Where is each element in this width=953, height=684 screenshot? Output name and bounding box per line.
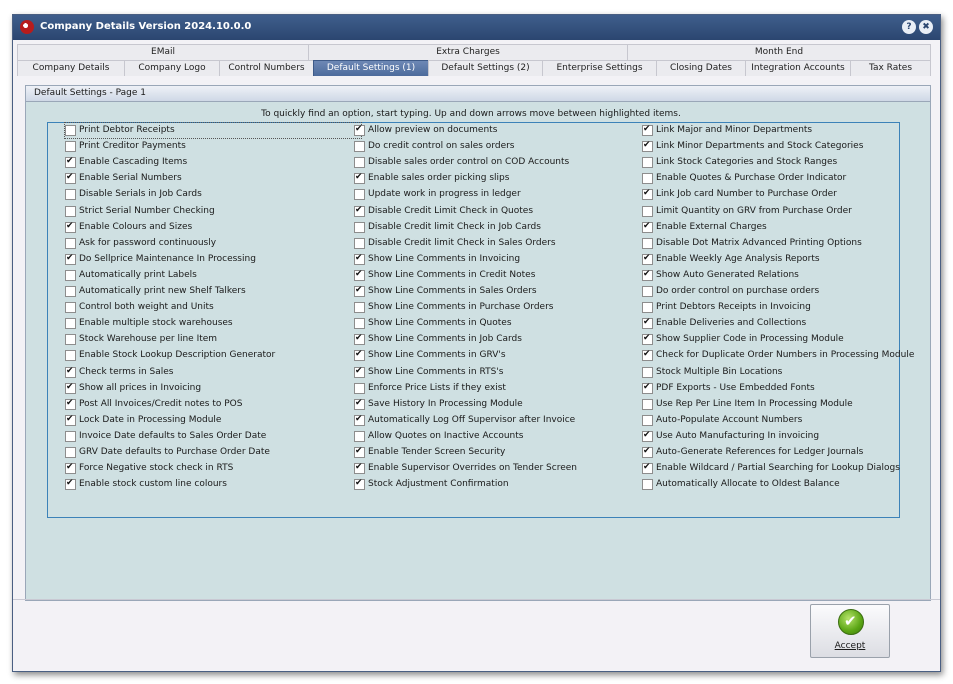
option-automatically-log-off-supervisor-after-invoice[interactable] xyxy=(354,413,650,428)
help-icon[interactable]: ? xyxy=(902,20,916,34)
option-disable-sales-order-control-on-cod-accounts[interactable] xyxy=(354,155,650,170)
option-label: Enable stock custom line colours xyxy=(79,479,227,490)
checkbox[interactable] xyxy=(65,415,76,426)
option-enable-quotes-purchase-order-indicator[interactable] xyxy=(642,171,938,186)
checkbox[interactable] xyxy=(65,238,76,249)
checkbox[interactable] xyxy=(642,447,653,458)
option-lock-date-in-processing-module[interactable] xyxy=(65,413,361,428)
tab-enterprise-settings[interactable]: Enterprise Settings xyxy=(542,60,657,76)
option-label: Force Negative stock check in RTS xyxy=(79,463,234,474)
checkbox[interactable] xyxy=(642,125,653,136)
option-automatically-print-new-shelf-talkers[interactable] xyxy=(65,284,361,299)
tab-default-settings-1[interactable]: Default Settings (1) xyxy=(313,60,429,76)
panel-header xyxy=(26,86,930,102)
options-list xyxy=(47,122,915,518)
option-check-terms-in-sales[interactable] xyxy=(65,365,361,380)
tab-extra-charges[interactable]: Extra Charges xyxy=(308,44,628,60)
tab-email[interactable]: EMail xyxy=(17,44,309,60)
checkbox[interactable] xyxy=(354,222,365,233)
checkbox[interactable] xyxy=(642,302,653,313)
option-limit-quantity-on-grv-from-purchase-order[interactable] xyxy=(642,204,938,219)
checkbox[interactable] xyxy=(65,431,76,442)
title-bar[interactable] xyxy=(13,15,940,40)
tab-row-front xyxy=(17,60,930,76)
tab-control-numbers[interactable]: Control Numbers xyxy=(219,60,314,76)
option-disable-credit-limit-check-in-job-cards[interactable] xyxy=(354,220,650,235)
option-label: Do credit control on sales orders xyxy=(368,141,515,152)
option-label: Print Debtor Receipts xyxy=(79,125,175,135)
tab-closing-dates[interactable]: Closing Dates xyxy=(656,60,746,76)
checkbox[interactable] xyxy=(354,238,365,249)
checkbox[interactable] xyxy=(354,302,365,313)
tab-month-end[interactable]: Month End xyxy=(627,44,931,60)
option-label: Enable Quotes & Purchase Order Indicator xyxy=(656,173,847,184)
option-label: GRV Date defaults to Purchase Order Date xyxy=(79,447,270,457)
checkbox[interactable] xyxy=(354,157,365,168)
checkbox[interactable] xyxy=(65,189,76,200)
option-show-line-comments-in-credit-notes[interactable] xyxy=(354,268,650,283)
option-show-supplier-code-in-processing-module[interactable] xyxy=(642,332,938,347)
option-label: Enable Tender Screen Security xyxy=(368,447,506,457)
green-checkmark-icon xyxy=(838,609,864,635)
window-title: Company Details Version 2024.10.0.0 xyxy=(40,21,252,32)
option-allow-preview-on-documents[interactable] xyxy=(354,123,650,138)
checkbox[interactable] xyxy=(642,157,653,168)
option-enable-external-charges[interactable] xyxy=(642,220,938,235)
checkbox[interactable] xyxy=(65,399,76,410)
option-print-debtor-receipts[interactable] xyxy=(65,123,361,138)
option-label: Use Rep Per Line Item In Processing Module xyxy=(656,398,853,409)
option-show-line-comments-in-job-cards[interactable] xyxy=(354,332,650,347)
option-label: Enable External Charges xyxy=(656,221,767,232)
option-label: Show Line Comments in Credit Notes xyxy=(368,269,536,280)
checkbox[interactable] xyxy=(65,350,76,361)
option-label: Enable Wildcard / Partial Searching for Lookup Dialogs xyxy=(656,463,900,474)
option-control-both-weight-and-units[interactable] xyxy=(65,300,361,315)
option-strict-serial-number-checking[interactable] xyxy=(65,204,361,219)
option-check-for-duplicate-order-numbers-in-processing-module[interactable] xyxy=(642,348,938,363)
checkbox[interactable] xyxy=(642,286,653,297)
option-label: Show Line Comments in Sales Orders xyxy=(368,286,537,296)
checkbox[interactable] xyxy=(354,447,365,458)
option-enable-tender-screen-security[interactable] xyxy=(354,445,650,460)
option-label: Enable Deliveries and Collections xyxy=(656,318,807,329)
checkbox[interactable] xyxy=(354,173,365,184)
option-label: Save History In Processing Module xyxy=(368,398,523,409)
option-enable-colours-and-sizes[interactable] xyxy=(65,220,361,235)
option-show-line-comments-in-rts-s[interactable] xyxy=(354,365,650,380)
option-enable-multiple-stock-warehouses[interactable] xyxy=(65,316,361,331)
option-label: Automatically print new Shelf Talkers xyxy=(79,286,246,296)
checkbox[interactable] xyxy=(65,318,76,329)
option-automatically-allocate-to-oldest-balance[interactable] xyxy=(642,477,938,492)
option-label: Enable multiple stock warehouses xyxy=(79,318,233,329)
option-enable-cascading-items[interactable] xyxy=(65,155,361,170)
option-label: Disable Dot Matrix Advanced Printing Options xyxy=(656,237,862,248)
option-label: Print Debtors Receipts in Invoicing xyxy=(656,302,811,313)
option-enforce-price-lists-if-they-exist[interactable] xyxy=(354,381,650,396)
checkbox[interactable] xyxy=(65,270,76,281)
option-disable-dot-matrix-advanced-printing-options[interactable] xyxy=(642,236,938,251)
option-show-auto-generated-relations[interactable] xyxy=(642,268,938,283)
option-label: Enable Cascading Items xyxy=(79,157,188,168)
checkbox[interactable] xyxy=(642,189,653,200)
checkbox[interactable] xyxy=(354,383,365,394)
checkbox[interactable] xyxy=(65,173,76,184)
checkbox[interactable] xyxy=(354,189,365,200)
checkbox[interactable] xyxy=(354,254,365,265)
checkbox[interactable] xyxy=(642,367,653,378)
option-label: Update work in progress in ledger xyxy=(368,189,521,200)
option-label: Show Line Comments in Quotes xyxy=(368,318,512,329)
tab-integration-accounts[interactable]: Integration Accounts xyxy=(745,60,851,76)
checkbox[interactable] xyxy=(354,415,365,426)
checkbox[interactable] xyxy=(642,479,653,490)
option-do-credit-control-on-sales-orders[interactable] xyxy=(354,139,650,154)
option-link-major-and-minor-departments[interactable] xyxy=(642,123,938,138)
checkbox[interactable] xyxy=(642,318,653,329)
close-icon[interactable]: ✖ xyxy=(919,20,933,34)
checkbox[interactable] xyxy=(65,463,76,474)
option-label: Show Line Comments in RTS's xyxy=(368,366,504,377)
option-grv-date-defaults-to-purchase-order-date[interactable] xyxy=(65,445,361,460)
checkbox[interactable] xyxy=(65,367,76,378)
option-enable-stock-custom-line-colours[interactable] xyxy=(65,477,361,492)
option-label: Show Line Comments in Purchase Orders xyxy=(368,302,554,313)
tab-default-settings-2[interactable]: Default Settings (2) xyxy=(428,60,543,76)
option-label: Enable Supervisor Overrides on Tender Screen xyxy=(368,463,577,474)
checkbox[interactable] xyxy=(65,447,76,458)
option-label: Allow preview on documents xyxy=(368,125,498,135)
checkbox[interactable] xyxy=(642,383,653,394)
accept-label: Accept xyxy=(834,641,866,651)
company-details-window xyxy=(12,14,941,672)
option-show-line-comments-in-purchase-orders[interactable] xyxy=(354,300,650,315)
checkbox[interactable] xyxy=(65,222,76,233)
checkbox[interactable] xyxy=(642,431,653,442)
checkbox[interactable] xyxy=(642,350,653,361)
checkbox[interactable] xyxy=(642,173,653,184)
option-auto-generate-references-for-ledger-journals[interactable] xyxy=(642,445,938,460)
checkbox[interactable] xyxy=(65,125,76,136)
search-hint: To quickly find an option, start typing. Up and down arrows move between highlighted items. xyxy=(261,109,681,119)
checkbox[interactable] xyxy=(354,286,365,297)
option-enable-stock-lookup-description-generator[interactable] xyxy=(65,348,361,363)
checkbox[interactable] xyxy=(354,334,365,345)
checkbox[interactable] xyxy=(65,157,76,168)
option-label: Enable Weekly Age Analysis Reports xyxy=(656,253,820,264)
option-label: Check terms in Sales xyxy=(79,366,174,377)
checkbox[interactable] xyxy=(642,206,653,217)
checkbox[interactable] xyxy=(65,302,76,313)
checkbox[interactable] xyxy=(65,206,76,217)
option-label: Show all prices in Invoicing xyxy=(79,382,202,393)
option-label: Control both weight and Units xyxy=(79,302,214,313)
option-label: Post All Invoices/Credit notes to POS xyxy=(79,398,243,409)
checkbox[interactable] xyxy=(65,383,76,394)
option-label: Show Line Comments in Job Cards xyxy=(368,334,522,345)
option-label: Show Line Comments in Invoicing xyxy=(368,253,521,264)
checkbox[interactable] xyxy=(642,463,653,474)
panel-title: Default Settings - Page 1 xyxy=(34,88,147,98)
option-use-rep-per-line-item-in-processing-module[interactable] xyxy=(642,397,938,412)
option-link-minor-departments-and-stock-categories[interactable] xyxy=(642,139,938,154)
option-print-debtors-receipts-in-invoicing[interactable] xyxy=(642,300,938,315)
option-label: Invoice Date defaults to Sales Order Date xyxy=(79,430,267,441)
checkbox[interactable] xyxy=(354,367,365,378)
option-label: Disable Credit limit Check in Sales Orders xyxy=(368,237,556,248)
option-stock-adjustment-confirmation[interactable] xyxy=(354,477,650,492)
option-label: Check for Duplicate Order Numbers in Processing Module xyxy=(656,350,915,361)
option-label: Automatically print Labels xyxy=(79,269,197,280)
option-post-all-invoices-credit-notes-to-pos[interactable] xyxy=(65,397,361,412)
option-automatically-print-labels[interactable] xyxy=(65,268,361,283)
option-label: Allow Quotes on Inactive Accounts xyxy=(368,430,524,441)
option-label: Enable Serial Numbers xyxy=(79,173,182,184)
option-label: Stock Adjustment Confirmation xyxy=(368,479,509,490)
option-label: Do Sellprice Maintenance In Processing xyxy=(79,253,256,264)
option-label: Show Auto Generated Relations xyxy=(656,269,799,280)
option-label: Do order control on purchase orders xyxy=(656,286,820,296)
checkbox[interactable] xyxy=(65,141,76,152)
option-label: Disable sales order control on COD Accounts xyxy=(368,157,570,168)
option-label: Stock Warehouse per line Item xyxy=(79,334,218,345)
option-enable-sales-order-picking-slips[interactable] xyxy=(354,171,650,186)
option-disable-credit-limit-check-in-sales-orders[interactable] xyxy=(354,236,650,251)
option-label: Enable Colours and Sizes xyxy=(79,221,193,232)
checkbox[interactable] xyxy=(354,318,365,329)
checkbox[interactable] xyxy=(642,254,653,265)
option-stock-multiple-bin-locations[interactable] xyxy=(642,365,938,380)
checkbox[interactable] xyxy=(65,286,76,297)
tab-tax-rates[interactable]: Tax Rates xyxy=(850,60,931,76)
option-enable-weekly-age-analysis-reports[interactable] xyxy=(642,252,938,267)
option-link-job-card-number-to-purchase-order[interactable] xyxy=(642,187,938,202)
option-label: Enforce Price Lists if they exist xyxy=(368,382,506,393)
option-label: Show Supplier Code in Processing Module xyxy=(656,334,844,345)
option-auto-populate-account-numbers[interactable] xyxy=(642,413,938,428)
option-label: Disable Credit Limit Check in Quotes xyxy=(368,205,534,216)
option-label: Stock Multiple Bin Locations xyxy=(656,366,783,377)
tab-row-back xyxy=(17,44,930,60)
checkbox[interactable] xyxy=(354,350,365,361)
checkbox[interactable] xyxy=(354,141,365,152)
option-label: Ask for password continuously xyxy=(79,237,217,248)
option-enable-supervisor-overrides-on-tender-screen[interactable] xyxy=(354,461,650,476)
option-label: Link Major and Minor Departments xyxy=(656,125,813,135)
option-allow-quotes-on-inactive-accounts[interactable] xyxy=(354,429,650,444)
option-disable-serials-in-job-cards[interactable] xyxy=(65,187,361,202)
option-label: Enable Stock Lookup Description Generator xyxy=(79,350,276,361)
option-label: Disable Serials in Job Cards xyxy=(79,189,202,200)
tab-strip xyxy=(17,44,930,77)
checkbox[interactable] xyxy=(354,399,365,410)
option-label: Auto-Generate References for Ledger Journals xyxy=(656,447,864,457)
checkbox[interactable] xyxy=(65,334,76,345)
option-show-line-comments-in-grv-s[interactable] xyxy=(354,348,650,363)
option-show-line-comments-in-quotes[interactable] xyxy=(354,316,650,331)
checkbox[interactable] xyxy=(354,125,365,136)
checkbox[interactable] xyxy=(354,270,365,281)
option-show-all-prices-in-invoicing[interactable] xyxy=(65,381,361,396)
checkbox[interactable] xyxy=(65,254,76,265)
option-pdf-exports-use-embedded-fonts[interactable] xyxy=(642,381,938,396)
option-label: Disable Credit limit Check in Job Cards xyxy=(368,221,541,232)
option-label: Automatically Allocate to Oldest Balance xyxy=(656,479,840,490)
option-save-history-in-processing-module[interactable] xyxy=(354,397,650,412)
option-label: Link Job card Number to Purchase Order xyxy=(656,189,837,200)
option-label: Show Line Comments in GRV's xyxy=(368,350,506,361)
option-label: Lock Date in Processing Module xyxy=(79,414,222,425)
option-disable-credit-limit-check-in-quotes[interactable] xyxy=(354,204,650,219)
checkbox[interactable] xyxy=(354,431,365,442)
checkbox[interactable] xyxy=(354,479,365,490)
option-stock-warehouse-per-line-item[interactable] xyxy=(65,332,361,347)
tab-company-logo[interactable]: Company Logo xyxy=(124,60,220,76)
option-label: Automatically Log Off Supervisor after Invoice xyxy=(368,414,576,425)
checkbox[interactable] xyxy=(642,334,653,345)
checkbox[interactable] xyxy=(642,415,653,426)
option-link-stock-categories-and-stock-ranges[interactable] xyxy=(642,155,938,170)
checkbox[interactable] xyxy=(642,238,653,249)
option-label: Enable sales order picking slips xyxy=(368,173,510,184)
option-label: Link Stock Categories and Stock Ranges xyxy=(656,157,838,168)
checkbox[interactable] xyxy=(65,479,76,490)
option-label: Limit Quantity on GRV from Purchase Order xyxy=(656,205,852,216)
checkbox[interactable] xyxy=(642,399,653,410)
option-label: Strict Serial Number Checking xyxy=(79,205,215,216)
checkbox[interactable] xyxy=(354,463,365,474)
option-do-sellprice-maintenance-in-processing[interactable] xyxy=(65,252,361,267)
option-force-negative-stock-check-in-rts[interactable] xyxy=(65,461,361,476)
checkbox[interactable] xyxy=(354,206,365,217)
footer-divider xyxy=(13,599,940,600)
option-use-auto-manufacturing-in-invoicing[interactable] xyxy=(642,429,938,444)
option-label: PDF Exports - Use Embedded Fonts xyxy=(656,382,815,393)
option-show-line-comments-in-sales-orders[interactable] xyxy=(354,284,650,299)
checkbox[interactable] xyxy=(642,270,653,281)
option-enable-deliveries-and-collections[interactable] xyxy=(642,316,938,331)
tab-company-details[interactable]: Company Details xyxy=(17,60,125,76)
option-do-order-control-on-purchase-orders[interactable] xyxy=(642,284,938,299)
option-show-line-comments-in-invoicing[interactable] xyxy=(354,252,650,267)
option-enable-wildcard-partial-searching-for-lookup-dialogs[interactable] xyxy=(642,461,938,476)
checkbox[interactable] xyxy=(642,141,653,152)
option-label: Auto-Populate Account Numbers xyxy=(656,414,803,425)
option-label: Link Minor Departments and Stock Categories xyxy=(656,141,864,152)
option-enable-serial-numbers[interactable] xyxy=(65,171,361,186)
option-print-creditor-payments[interactable] xyxy=(65,139,361,154)
option-invoice-date-defaults-to-sales-order-date[interactable] xyxy=(65,429,361,444)
option-label: Use Auto Manufacturing In invoicing xyxy=(656,430,820,441)
option-label: Print Creditor Payments xyxy=(79,141,186,152)
app-logo-icon xyxy=(20,20,34,34)
accept-button[interactable] xyxy=(810,604,890,658)
checkbox[interactable] xyxy=(642,222,653,233)
option-ask-for-password-continuously[interactable] xyxy=(65,236,361,251)
option-update-work-in-progress-in-ledger[interactable] xyxy=(354,187,650,202)
